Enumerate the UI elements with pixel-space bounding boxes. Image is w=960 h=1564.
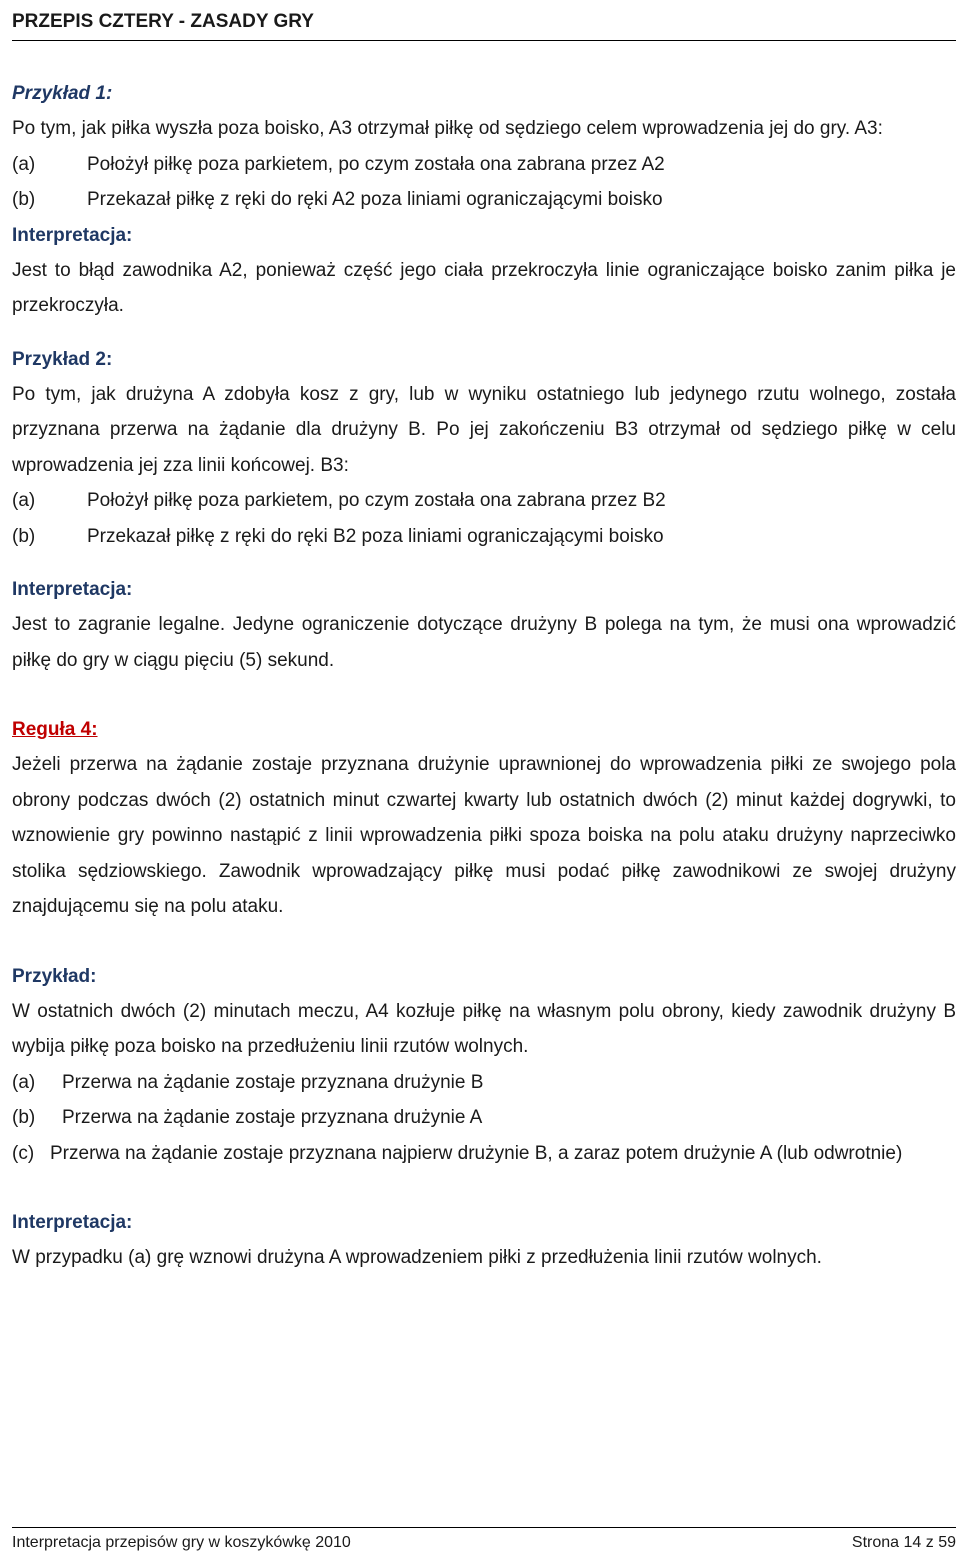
page-header xyxy=(12,8,956,41)
list-marker: (a) xyxy=(12,490,36,511)
example3-interpretation-text: W przypadku (a) grę wznowi drużyna A wprowadzeniem piłki z przedłużenia linii rzutów wolnych. xyxy=(12,1247,822,1268)
list-text: Przekazał piłkę z ręki do ręki A2 poza liniami ograniczającymi boisko xyxy=(87,189,663,210)
footer-document-title: Interpretacja przepisów gry w koszykówkę 2010 xyxy=(12,1534,351,1551)
example1-label: Przykład 1: xyxy=(12,83,113,104)
list-item xyxy=(12,1136,956,1172)
rule4-text: Jeżeli przerwa na żądanie zostaje przyznana drużynie uprawnionej do wprowadzenia piłki ze swojego pola obrony podczas dwóch (2) ostatnich minut czwartej kwarty lub ostatnich dwóch (2) minut każdej dogrywki, to wznowienie gry powinno nastąpić z linii wprowadzenia piłki spoza boiska na polu ataku drużyny naprzeciwko stolika sędziowskiego. Zawodnik wprowadzający piłkę musi podać piłkę zawodnikowi ze swojej drużyny znajdującemu się na polu ataku. xyxy=(12,754,956,917)
example3-text: W ostatnich dwóch (2) minutach meczu, A4 kozłuje piłkę na własnym polu obrony, kiedy zawodnik drużyny B wybija piłkę poza boisko na przedłużeniu linii rzutów wolnych. xyxy=(12,1000,956,1057)
list-marker: (b) xyxy=(12,189,36,210)
example1-text: Po tym, jak piłka wyszła poza boisko, A3 otrzymał piłkę od sędziego celem wprowadzenia jej do gry. A3: xyxy=(12,118,883,139)
example2-interpretation-label: Interpretacja: xyxy=(12,579,133,600)
list-item xyxy=(12,483,956,519)
page-footer xyxy=(12,1527,956,1558)
list-item xyxy=(12,147,956,183)
list-marker: (c) xyxy=(12,1142,35,1164)
list-marker: (b) xyxy=(12,1107,36,1128)
list-marker: (a) xyxy=(12,153,36,175)
list-item xyxy=(12,182,956,218)
header-title: PRZEPIS CZTERY - ZASADY GRY xyxy=(12,11,314,32)
footer-page-number: Strona 14 z 59 xyxy=(851,1534,956,1551)
list-text: Przerwa na żądanie zostaje przyznana drużynie B xyxy=(62,1071,484,1093)
example1-interpretation-text: Jest to błąd zawodnika A2, ponieważ część jego ciała przekroczyła linie ograniczające boisko zanim piłka je przekroczyła. xyxy=(12,259,956,316)
list-marker: (a) xyxy=(12,1071,36,1093)
rule4-label: Reguła 4: xyxy=(12,719,98,740)
list-text: Przerwa na żądanie zostaje przyznana najpierw drużynie B, a zaraz potem drużynie A (lub odwrotnie) xyxy=(50,1142,903,1164)
list-marker: (b) xyxy=(12,525,36,547)
list-text: Przekazał piłkę z ręki do ręki B2 poza liniami ograniczającymi boisko xyxy=(87,525,664,547)
page-content xyxy=(12,76,956,1276)
example2-label: Przykład 2: xyxy=(12,348,113,370)
example2-interpretation-text: Jest to zagranie legalne. Jedyne ograniczenie dotyczące drużyny B polega na tym, że musi ona wprowadzić piłkę do gry w ciągu pięciu (5) sekund. xyxy=(12,614,956,671)
list-text: Położył piłkę poza parkietem, po czym została ona zabrana przez A2 xyxy=(87,153,665,175)
list-item xyxy=(12,519,956,555)
list-item xyxy=(12,1100,956,1136)
list-text: Położył piłkę poza parkietem, po czym została ona zabrana przez B2 xyxy=(87,490,666,511)
example3-label: Przykład: xyxy=(12,965,97,987)
list-item xyxy=(12,1065,956,1101)
example3-interpretation-label: Interpretacja: xyxy=(12,1212,133,1233)
example1-interpretation-label: Interpretacja: xyxy=(12,224,133,246)
example2-text: Po tym, jak drużyna A zdobyła kosz z gry, lub w wyniku ostatniego lub jedynego rzutu wolnego, została przyznana przerwa na żądanie dla drużyny B. Po jej zakończeniu B3 otrzymał od sędziego piłkę w celu wprowadzenia jej zza linii końcowej. B3: xyxy=(12,383,956,476)
list-text: Przerwa na żądanie zostaje przyznana drużynie A xyxy=(62,1107,483,1128)
